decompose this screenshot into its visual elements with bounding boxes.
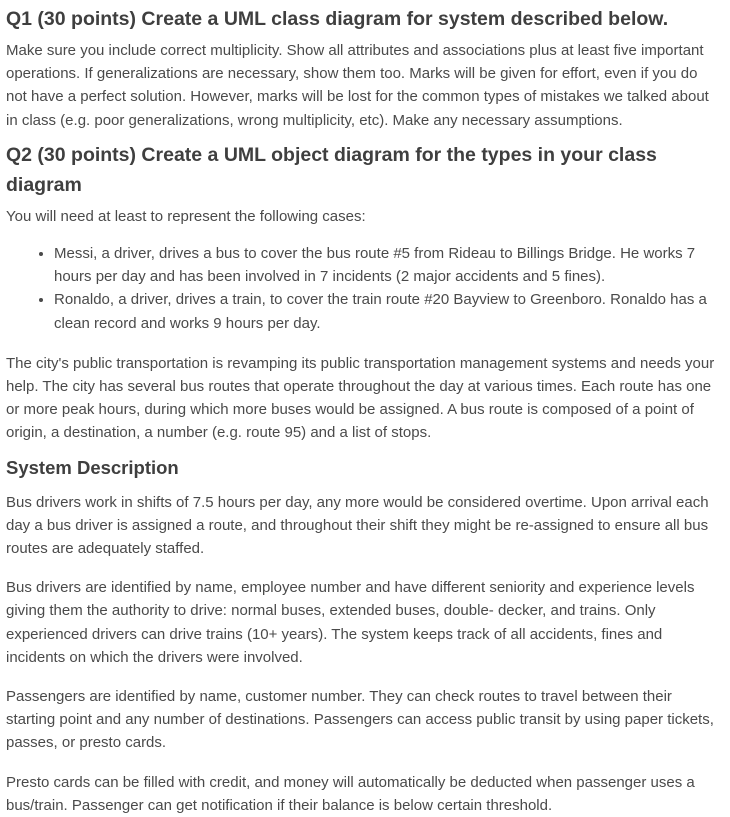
city-context-paragraph: The city's public transportation is revamping its public transportation management systems and needs your help. The city has several bus routes that operate throughout the day at various times. Each route has one or more peak hours, during which more buses would be assigned. A bus route is composed of a point of origin, a destination, a number (e.g. route 95) and a list of stops. [6, 354, 715, 442]
case-item-messi: • Messi, a driver, drives a bus to cover the bus route #5 from Rideau to Billings Bridge. He works 7 hours per day and has been involved in 7 incidents (2 major accidents and 5 fines). [54, 242, 716, 288]
passengers-paragraph: Passengers are identified by name, customer number. They can check routes to travel between their starting point and any number of destinations. Passengers can access public transit by using paper tickets, passes, or presto cards. [6, 688, 714, 752]
q1-instructions: Make sure you include correct multiplicity. Show all attributes and associations plus at least five important operations. If generalizations are necessary, show them too. Marks will be given for effort, even if you do not have a perfect solution. However, marks will be lost for the common types of mistakes we talked about in class (e.g. poor generalizations, wrong multiplicity, etc). Make any necessary assumptions. [6, 42, 709, 129]
q2-intro: You will need at least to represent the following cases: [6, 207, 366, 225]
presto-cards-paragraph: Presto cards can be filled with credit, and money will automatically be deducted when passenger uses a bus/train. Passenger can get notification if their balance is below certain threshold. [6, 773, 695, 814]
drivers-shifts-paragraph: Bus drivers work in shifts of 7.5 hours per day, any more would be considered overtime. Upon arrival each day a bus driver is assigned a route, and throughout their shift they might be re-assigned to ensure all bus routes are adequately staffed. [6, 493, 709, 558]
q2-heading: Q2 (30 points) Create a UML object diagram for the types in your class diagram [6, 143, 657, 196]
case-list [6, 242, 716, 335]
system-description-heading: System Description [6, 456, 179, 478]
case-item-ronaldo: • Ronaldo, a driver, drives a train, to cover the train route #20 Bayview to Greenboro. Ronaldo has a clean record and works 9 hours per day. [54, 288, 716, 334]
drivers-identification-paragraph: Bus drivers are identified by name, employee number and have different seniority and experience levels giving them the authority to drive: normal buses, extended buses, double- decker, and trains. Only experienced drivers can drive trains (10+ years). The system keeps track of all accidents, fines and incidents on which the drivers were involved. [6, 579, 695, 666]
q1-heading: Q1 (30 points) Create a UML class diagram for system described below. [6, 8, 669, 30]
